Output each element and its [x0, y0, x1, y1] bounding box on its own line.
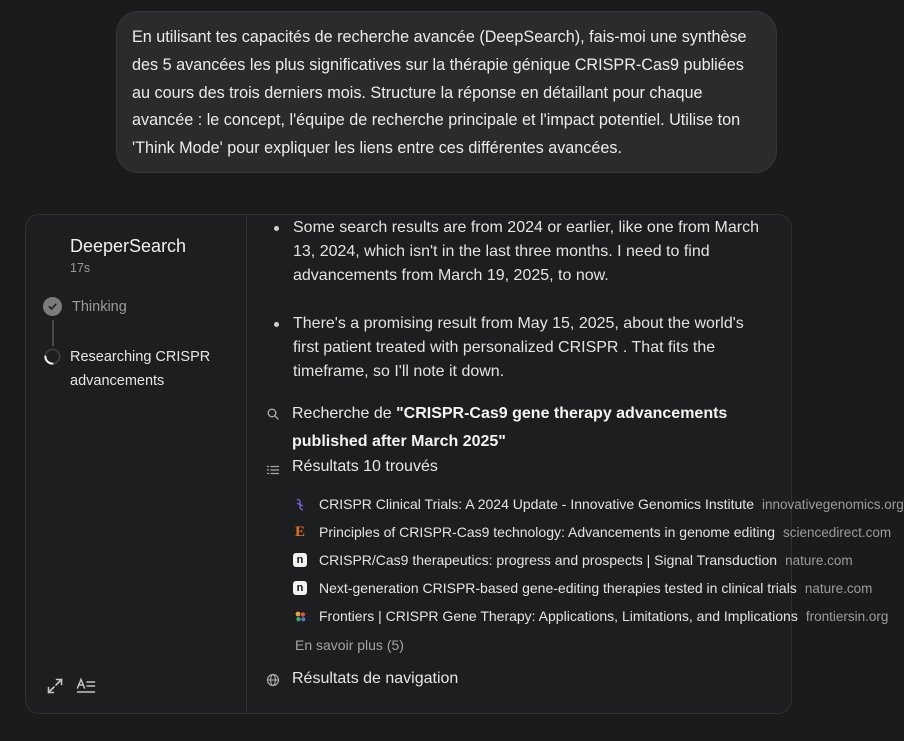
result-domain: innovativegenomics.org	[761, 496, 904, 512]
search-result[interactable]	[293, 494, 904, 514]
nature-logo-icon: n	[293, 581, 307, 595]
search-icon	[266, 407, 280, 421]
deepersearch-panel	[25, 214, 904, 714]
results-count: Résultats 10 trouvés	[292, 458, 438, 475]
more-results-link[interactable]: En savoir plus (5)	[295, 637, 404, 653]
result-title: CRISPR Clinical Trials: A 2024 Update - Innovative Genomics Institute	[319, 496, 754, 512]
nature-logo-icon: n	[293, 553, 307, 567]
text-format-icon[interactable]	[76, 676, 96, 696]
search-prefix: Recherche de	[292, 405, 397, 422]
step-thinking-label: Thinking	[72, 299, 127, 315]
search-result[interactable]	[293, 522, 892, 542]
igi-logo-icon	[293, 497, 307, 511]
result-domain: frontiersin.org	[805, 608, 889, 624]
result-title: Frontiers | CRISPR Gene Therapy: Applications, Limitations, and Implications	[319, 608, 798, 624]
result-domain: sciencedirect.com	[783, 524, 892, 540]
search-query: "CRISPR-Cas9 gene therapy advancements published after March 2025"	[292, 405, 728, 450]
result-title: Next-generation CRISPR-based gene-editing therapies tested in clinical trials	[319, 580, 797, 596]
result-domain: nature.com	[804, 580, 873, 596]
user-message-bubble	[116, 11, 777, 173]
search-result[interactable]	[293, 578, 873, 598]
search-result[interactable]	[293, 606, 889, 626]
user-message-text: En utilisant tes capacités de recherche avancée (DeepSearch), fais-moi une synthèse des 5 avancées les plus significatives sur la thérapie génique CRISPR-Cas9 publiées au cours des trois derniers mois. Structure la réponse en détaillant pour chaque avancée : le concept, l'équipe de recherche principale et l'impact potentiel. Utilise ton 'Think Mode' pour expliquer les liens entre ces différentes avancées.	[132, 28, 747, 158]
thought-bullet: There's a promising result from May 15, 2025, about the world's first patient treated with personalized CRISPR . That fits the timeframe, so I'll note it down.	[293, 312, 773, 384]
result-title: Principles of CRISPR-Cas9 technology: Advancements in genome editing	[319, 524, 776, 540]
globe-icon	[266, 673, 280, 687]
frontiers-logo-icon	[293, 609, 307, 623]
thought-bullet: Some search results are from 2024 or earlier, like one from March 13, 2024, which isn't in the last three months. I need to find advancements from March 19, 2025, to now.	[293, 216, 773, 288]
list-icon	[266, 463, 280, 477]
result-title: CRISPR/Cas9 therapeutics: progress and prospects | Signal Transduction	[319, 552, 778, 568]
search-result[interactable]	[293, 550, 853, 570]
elsevier-logo-icon: E	[294, 523, 305, 540]
check-icon	[43, 297, 62, 316]
expand-icon[interactable]	[45, 676, 65, 696]
step-researching-label: Researching CRISPR advancements	[70, 349, 211, 389]
navigation-results-label: Résultats de navigation	[292, 670, 459, 687]
step-connector	[52, 320, 54, 346]
sidebar-title: DeeperSearch	[70, 236, 187, 256]
result-domain: nature.com	[785, 552, 853, 568]
spinner-icon	[43, 347, 62, 366]
research-content	[247, 215, 904, 713]
elapsed-time: 17s	[70, 261, 91, 275]
search-query-line	[292, 400, 752, 456]
progress-sidebar	[26, 215, 247, 713]
